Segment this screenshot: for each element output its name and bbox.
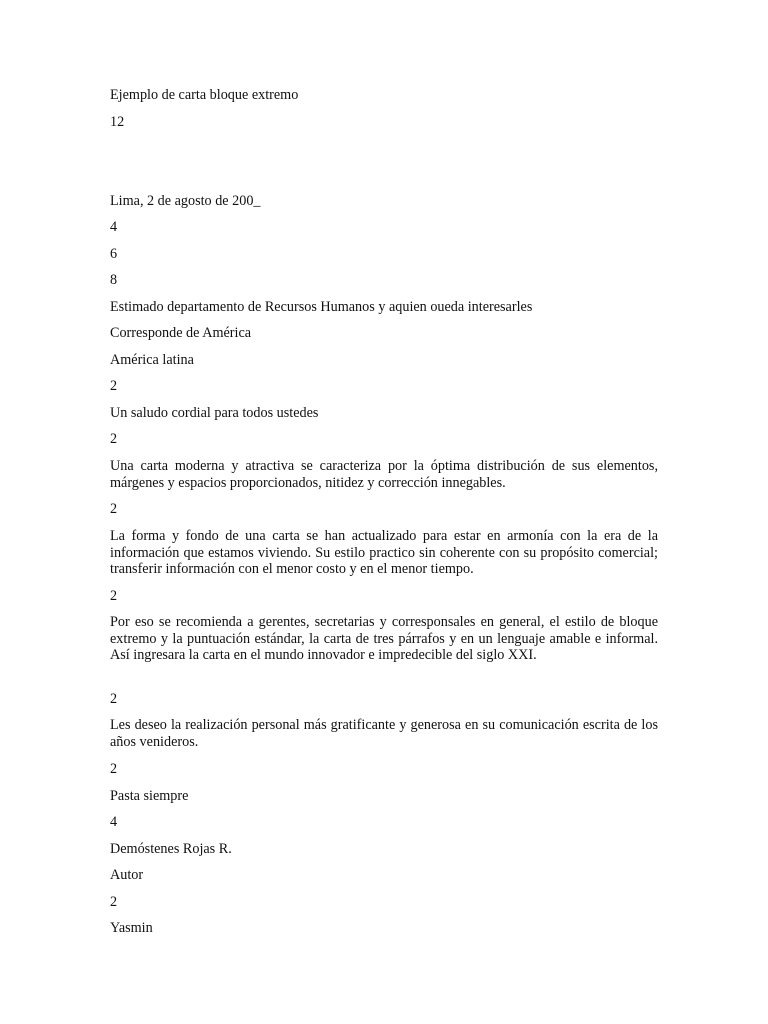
secondary-name: Yasmin — [110, 920, 153, 936]
spacing-marker: 2 — [110, 894, 118, 910]
document-title: Ejemplo de carta bloque extremo — [110, 87, 299, 103]
spacing-marker: 2 — [110, 761, 118, 777]
closing-line: Pasta siempre — [110, 788, 189, 804]
greeting-line: Un saludo cordial para todos ustedes — [110, 405, 319, 421]
spacing-marker: 2 — [110, 588, 118, 604]
body-paragraph: Les deseo la realización personal más gratificante y generosa en su comunicación escrita de los años venideros. — [110, 717, 658, 750]
date-line: Lima, 2 de agosto de 200_ — [110, 193, 261, 209]
organization-line: Corresponde de América — [110, 325, 252, 341]
spacing-marker: 4 — [110, 219, 118, 235]
body-paragraph: Por eso se recomienda a gerentes, secretarias y corresponsales en general, el estilo de bloque extremo y la puntuación estándar, la carta de tres párrafos y en un lenguaje amable e informal. Así ingresara la carta en el mundo innovador e impredecible del siglo XXI. — [110, 614, 658, 664]
body-paragraph: La forma y fondo de una carta se han actualizado para estar en armonía con la era de la información que estamos viviendo. Su estilo practico sin coherente con su propósito comercial; transferir información con el menor costo y en el menor tiempo. — [110, 528, 658, 578]
recipient-line: Estimado departamento de Recursos Humanos y aquien oueda interesarles — [110, 299, 533, 315]
spacing-marker: 4 — [110, 814, 118, 830]
signer-name: Demóstenes Rojas R. — [110, 841, 232, 857]
organization-line: América latina — [110, 352, 194, 368]
spacing-marker: 2 — [110, 691, 118, 707]
spacing-marker: 2 — [110, 501, 118, 517]
spacing-marker: 6 — [110, 246, 118, 262]
spacing-marker: 2 — [110, 378, 118, 394]
spacing-marker: 12 — [110, 114, 125, 130]
spacing-marker: 2 — [110, 431, 118, 447]
body-paragraph: Una carta moderna y atractiva se caracteriza por la óptima distribución de sus elementos, márgenes y espacios proporcionados, nitidez y corrección innegables. — [110, 458, 658, 491]
signer-role: Autor — [110, 867, 144, 883]
spacing-marker: 8 — [110, 272, 118, 288]
